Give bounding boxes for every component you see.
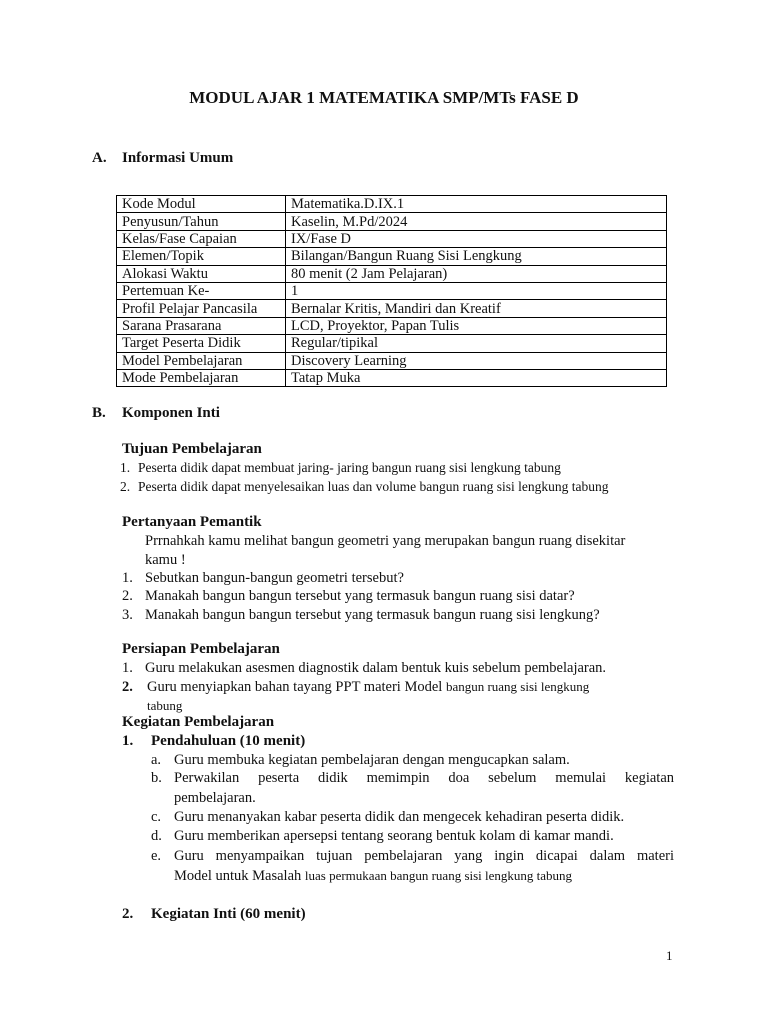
pendahuluan-heading: 1. Pendahuluan (10 menit) bbox=[122, 733, 306, 749]
info-table-key: Alokasi Waktu bbox=[117, 265, 286, 282]
info-table-value: 80 menit (2 Jam Pelajaran) bbox=[286, 265, 667, 282]
info-table-value: Tatap Muka bbox=[286, 369, 667, 386]
info-table-row bbox=[117, 282, 667, 299]
info-table-row bbox=[117, 335, 667, 352]
info-table-value: Discovery Learning bbox=[286, 352, 667, 369]
pendahuluan-item-b-line1: Perwakilan peserta didik memimpin doa sebelum memulai kegiatan bbox=[174, 770, 674, 786]
kegiatan-heading: Kegiatan Pembelajaran bbox=[122, 714, 275, 730]
pemantik-item-1: 1. Sebutkan bangun-bangun geometri tersebut? bbox=[122, 570, 404, 586]
tujuan-item-2: 2. Peserta didik dapat menyelesaikan luas dan volume bangun ruang sisi lengkung tabung bbox=[120, 479, 609, 494]
info-table-key: Model Pembelajaran bbox=[117, 352, 286, 369]
info-table-row bbox=[117, 248, 667, 265]
info-table-value: Bilangan/Bangun Ruang Sisi Lengkung bbox=[286, 248, 667, 265]
pemantik-item-3: 3. Manakah bangun bangun tersebut yang termasuk bangun ruang sisi lengkung? bbox=[122, 607, 600, 623]
info-table-key: Kode Modul bbox=[117, 196, 286, 213]
pendahuluan-item-e-line1: Guru menyampaikan tujuan pembelajaran yang ingin dicapai dalam materi bbox=[174, 848, 674, 864]
info-table-key: Target Peserta Didik bbox=[117, 335, 286, 352]
pendahuluan-item-b-line2: pembelajaran. bbox=[174, 790, 256, 806]
persiapan-item-1: 1. Guru melakukan asesmen diagnostik dalam bentuk kuis sebelum pembelajaran. bbox=[122, 660, 607, 676]
section-b-title: Komponen Inti bbox=[122, 405, 220, 421]
info-table-key: Elemen/Topik bbox=[117, 248, 286, 265]
pendahuluan-item-e-line2: Model untuk Masalah luas permukaan bangun ruang sisi lengkung tabung bbox=[174, 868, 573, 884]
info-table-key: Profil Pelajar Pancasila bbox=[117, 300, 286, 317]
info-table-row bbox=[117, 196, 667, 213]
info-table-value: Bernalar Kritis, Mandiri dan Kreatif bbox=[286, 300, 667, 317]
info-table-value: Regular/tipikal bbox=[286, 335, 667, 352]
info-table-row bbox=[117, 352, 667, 369]
kegiatan-inti-heading: 2. Kegiatan Inti (60 menit) bbox=[122, 906, 306, 922]
info-table-key: Penyusun/Tahun bbox=[117, 213, 286, 230]
pendahuluan-item-a: a. Guru membuka kegiatan pembelajaran dengan mengucapkan salam. bbox=[151, 752, 570, 768]
pendahuluan-item-e-letter: e. bbox=[151, 848, 162, 864]
info-table-row bbox=[117, 265, 667, 282]
info-table-key: Sarana Prasarana bbox=[117, 317, 286, 334]
info-table-row bbox=[117, 317, 667, 334]
info-table-value: LCD, Proyektor, Papan Tulis bbox=[286, 317, 667, 334]
info-table-body bbox=[117, 196, 667, 387]
info-table-value: 1 bbox=[286, 282, 667, 299]
pendahuluan-item-d: d. Guru memberikan apersepsi tentang seorang bentuk kolam di kamar mandi. bbox=[151, 828, 614, 844]
info-table-key: Pertemuan Ke- bbox=[117, 282, 286, 299]
persiapan-item-2-cont: tabung bbox=[147, 698, 183, 713]
tujuan-heading: Tujuan Pembelajaran bbox=[122, 441, 262, 457]
pendahuluan-item-c: c. Guru menanyakan kabar peserta didik dan mengecek kehadiran peserta didik. bbox=[151, 809, 625, 825]
section-b-letter: B. bbox=[92, 405, 106, 421]
section-a-title: Informasi Umum bbox=[122, 150, 234, 166]
info-table-key: Mode Pembelajaran bbox=[117, 369, 286, 386]
tujuan-item-1: 1. Peserta didik dapat membuat jaring- jaring bangun ruang sisi lengkung tabung bbox=[120, 460, 561, 475]
info-table-value: Matematika.D.IX.1 bbox=[286, 196, 667, 213]
info-table bbox=[116, 195, 667, 387]
persiapan-heading: Persiapan Pembelajaran bbox=[122, 641, 280, 657]
info-table-row bbox=[117, 369, 667, 386]
info-table-row bbox=[117, 300, 667, 317]
pemantik-item-2: 2. Manakah bangun bangun tersebut yang termasuk bangun ruang sisi datar? bbox=[122, 588, 575, 604]
section-b-heading bbox=[92, 405, 220, 422]
section-a-heading bbox=[92, 150, 233, 167]
pemantik-intro-2: kamu ! bbox=[145, 552, 186, 568]
document-title: MODUL AJAR 1 MATEMATIKA SMP/MTs FASE D bbox=[189, 88, 579, 107]
pendahuluan-item-b-letter: b. bbox=[151, 770, 162, 786]
pemantik-intro-1: Prrnahkah kamu melihat bangun geometri yang merupakan bangun ruang disekitar bbox=[145, 533, 626, 549]
persiapan-item-2: 2. Guru menyiapkan bahan tayang PPT materi Model bangun ruang sisi lengkung bbox=[122, 679, 590, 695]
info-table-value: Kaselin, M.Pd/2024 bbox=[286, 213, 667, 230]
page-number: 1 bbox=[666, 948, 673, 963]
pemantik-heading: Pertanyaan Pemantik bbox=[122, 514, 262, 530]
info-table-row bbox=[117, 213, 667, 230]
section-a-letter: A. bbox=[92, 150, 107, 166]
info-table-row bbox=[117, 230, 667, 247]
info-table-key: Kelas/Fase Capaian bbox=[117, 230, 286, 247]
info-table-value: IX/Fase D bbox=[286, 230, 667, 247]
